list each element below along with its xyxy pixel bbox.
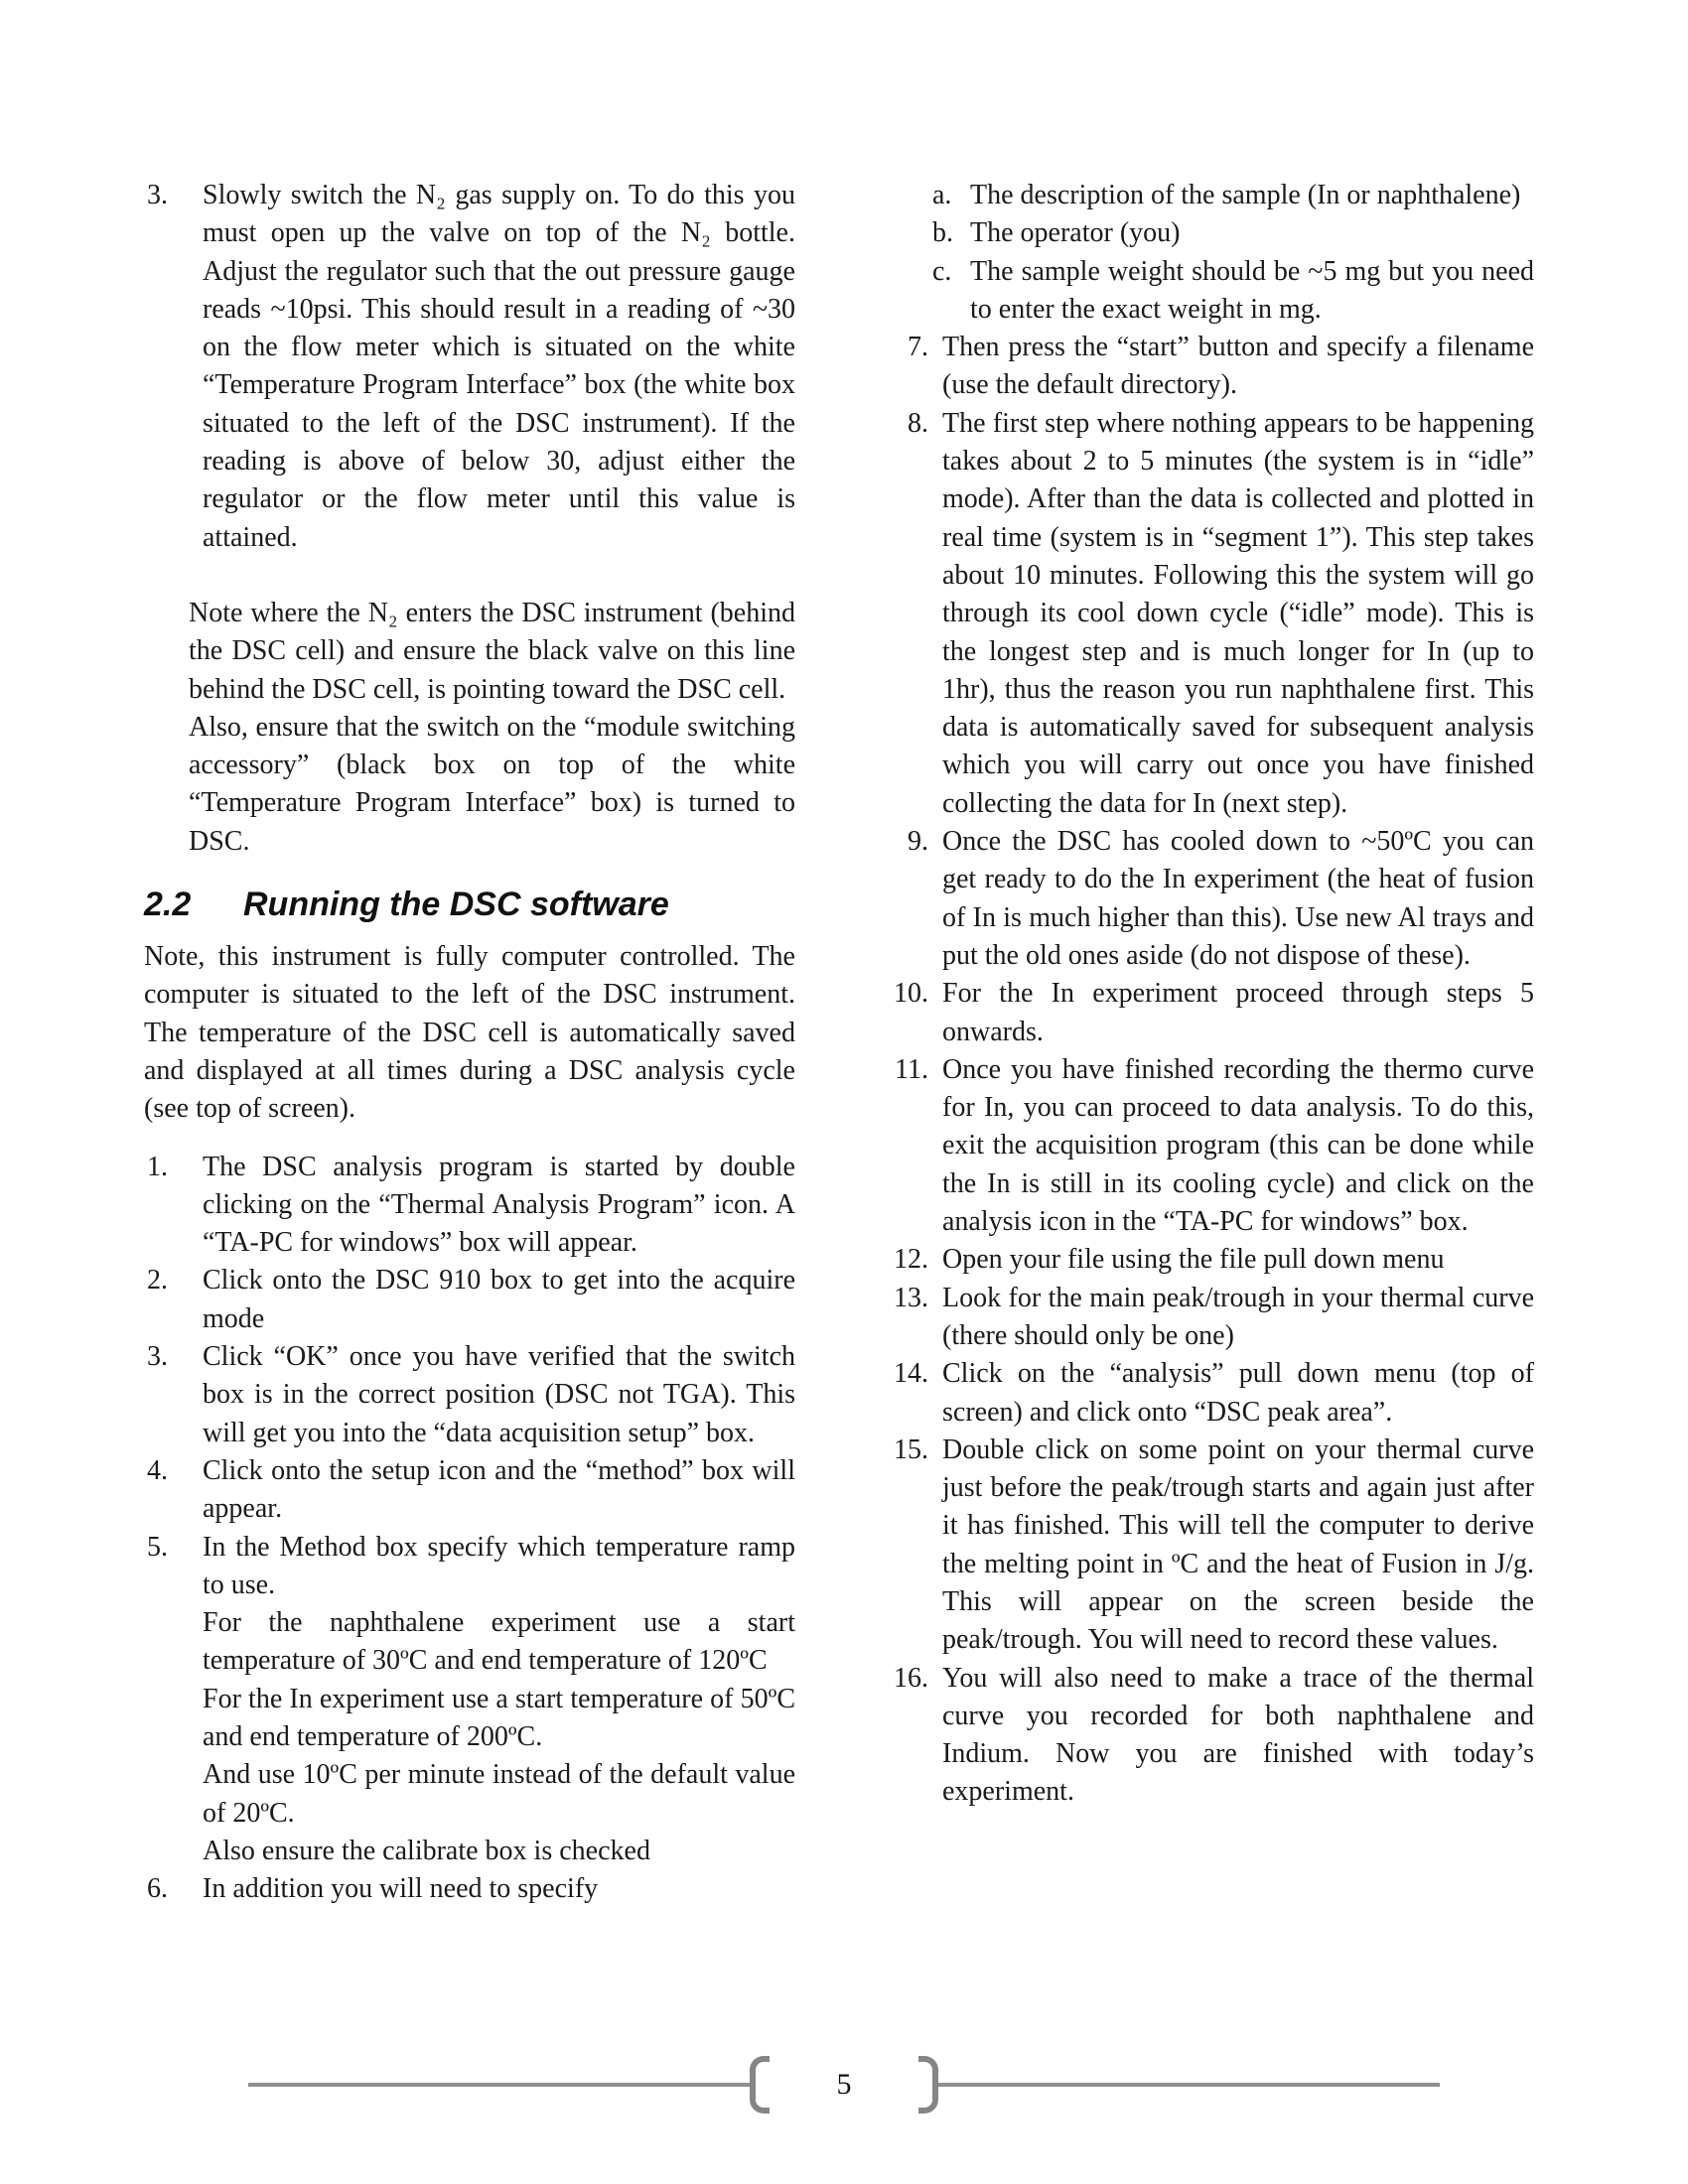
note-paragraph: Also, ensure that the switch on the “module switching accessory” (black box on top of the white “Temperature Program Interface” box) is turned to DSC.: [189, 711, 795, 857]
item-number: 13.: [894, 1282, 928, 1313]
item-text-line: For the naphthalene experiment use a start temperature of 30ºC and end temperature of 120ºC: [203, 1607, 795, 1677]
item-text: Look for the main peak/trough in your thermal curve (there should only be one): [942, 1282, 1534, 1351]
item-number: 15.: [894, 1433, 928, 1465]
list-item: [144, 1452, 795, 1529]
item-text: Click onto the setup icon and the “method” box will appear.: [203, 1454, 795, 1525]
item-text: Once you have finished recording the thermo curve for In, you can proceed to data analysis. To do this, exit the acquisition program (this can be done while the In is still in its cooling cycle) and click on the analysis icon in the “TA-PC for windows” box.: [942, 1053, 1534, 1238]
item-text: The first step where nothing appears to be happening takes about 2 to 5 minutes (the system is in “idle” mode). After than the data is collected and plotted in real time (system is in “segment 1”). This step takes about 10 minutes. Following this the system will go through its cool down cycle (“idle” mode). This is the longest step and is much longer for In (up to 1hr), thus the reason you run naphthalene first. This data is automatically saved for subsequent analysis which you will carry out once you have finished collecting the data for In (next step).: [942, 407, 1534, 819]
list-item: [144, 1529, 795, 1871]
list-item: [883, 405, 1534, 823]
item-text: Click “OK” once you have verified that the switch box is in the correct position (DSC not TGA). This will get you into the “data acquisition setup” box.: [203, 1341, 795, 1448]
footer-rule-left: [248, 2083, 750, 2087]
item-text: Click on the “analysis” pull down menu (top of screen) and click onto “DSC peak area”.: [942, 1358, 1534, 1428]
item-text: Click onto the DSC 910 box to get into the acquire mode: [203, 1265, 795, 1334]
item-text: Then press the “start” button and specify a filename (use the default directory).: [942, 332, 1534, 401]
list-item: [144, 1262, 795, 1338]
item-text-line: And use 10ºC per minute instead of the default value of 20ºC.: [203, 1759, 795, 1829]
item-number: 1.: [147, 1151, 168, 1182]
item-number: 6.: [147, 1873, 168, 1905]
item-number: 9.: [908, 826, 928, 858]
list-item: [883, 1280, 1534, 1356]
list-item: [883, 1051, 1534, 1241]
list-item: [144, 1338, 795, 1452]
list-item: [883, 823, 1534, 975]
numbered-list: [144, 1149, 795, 1909]
list-item: [144, 1870, 795, 1908]
left-column: [144, 177, 795, 1908]
item-text: You will also need to make a trace of the thermal curve you recorded for both naphthalene and Indium. Now you are finished with today’s experiment.: [942, 1662, 1534, 1808]
item-number: 8.: [908, 407, 928, 439]
item-letter: c.: [932, 255, 952, 287]
item-number: 3.: [147, 180, 168, 210]
item-text-line: For the In experiment use a start temperature of 50ºC and end temperature of 200ºC.: [203, 1683, 795, 1752]
list-item: [883, 1660, 1534, 1812]
item-letter: b.: [932, 217, 953, 249]
item-text: The DSC analysis program is started by double clicking on the “Thermal Analysis Program” icon. A “TA-PC for windows” box will appear.: [203, 1151, 795, 1259]
list-item: [883, 329, 1534, 405]
item-text: Double click on some point on your thermal curve just before the peak/trough starts and again just after it has finished. This will tell the computer to derive the melting point in ºC and the heat of Fusion in J/g. This will appear on the screen beside the peak/trough. You will need to record these values.: [942, 1433, 1534, 1656]
item-text: The sample weight should be ~5 mg but you need to enter the exact weight in mg.: [970, 255, 1534, 325]
item-number: 14.: [894, 1358, 928, 1390]
item-text-line: Also ensure the calibrate box is checked: [203, 1835, 650, 1866]
item-number: 11.: [895, 1053, 928, 1085]
footer-bracket-left: [750, 2056, 770, 2114]
item-text-line: In the Method box specify which temperature ramp to use.: [203, 1531, 795, 1600]
numbered-list: [883, 329, 1534, 1812]
item-text: [189, 1529, 795, 1871]
list-item: [883, 1432, 1534, 1660]
page-footer: [0, 2056, 1688, 2114]
list-item: [144, 177, 795, 557]
sublist-item: [883, 177, 1534, 214]
section-title: Running the DSC software: [243, 886, 669, 924]
item-text: For the In experiment proceed through steps 5 onwards.: [942, 978, 1534, 1047]
item-text: In addition you will need to specify: [203, 1873, 599, 1905]
note-paragraph: Note where the N₂ enters the DSC instrument (behind the DSC cell) and ensure the black valve on this line behind the DSC cell, is pointing toward the DSC cell.: [189, 597, 795, 705]
item-text: Open your file using the file pull down menu: [942, 1244, 1445, 1276]
list-item: [144, 1149, 795, 1263]
item-text: Once the DSC has cooled down to ~50ºC you can get ready to do the In experiment (the heat of fusion of In is much higher than this). Use new Al trays and put the old ones aside (do not dispose of these).: [942, 826, 1534, 971]
lettered-sublist: [883, 177, 1534, 329]
item-number: 12.: [894, 1244, 928, 1276]
item-number: 3.: [147, 1341, 168, 1373]
item-number: 7.: [908, 332, 928, 363]
item-text: The description of the sample (In or naphthalene): [970, 180, 1521, 210]
item-number: 2.: [147, 1265, 168, 1297]
sublist-item: [883, 253, 1534, 330]
section-heading: [144, 885, 795, 924]
page-number: 5: [836, 2068, 852, 2101]
item-number: 5.: [147, 1531, 168, 1563]
item-number: 16.: [894, 1662, 928, 1694]
footer-rule-right: [938, 2083, 1440, 2087]
footer-bracket-right: [918, 2056, 938, 2114]
list-item: [883, 1355, 1534, 1432]
paragraph-gap: [144, 557, 795, 595]
item-number: 10.: [894, 978, 928, 1010]
intro-paragraph: Note, this instrument is fully computer controlled. The computer is situated to the left of the DSC instrument. The temperature of the DSC cell is automatically saved and displayed at all times during a DSC analysis cycle (see top of screen).: [144, 941, 795, 1125]
right-column: [883, 177, 1534, 1812]
section-number: 2.2: [144, 886, 192, 924]
item-text: The operator (you): [970, 217, 1181, 249]
item-text: Slowly switch the N₂ gas supply on. To do this you must open up the valve on top of the N₂ bottle. Adjust the regulator such that the out pressure gauge reads ~10psi. This should result in a reading of ~30 on the flow meter which is situated on the white “Temperature Program Interface” box (the white box situated to the left of the DSC instrument). If the reading is above of below 30, adjust either the regulator or the flow meter until this value is attained.: [203, 180, 795, 553]
list-item: [883, 1241, 1534, 1279]
item-letter: a.: [932, 180, 952, 210]
sublist-item: [883, 214, 1534, 252]
list-item: [883, 975, 1534, 1051]
item-number: 4.: [147, 1454, 168, 1486]
